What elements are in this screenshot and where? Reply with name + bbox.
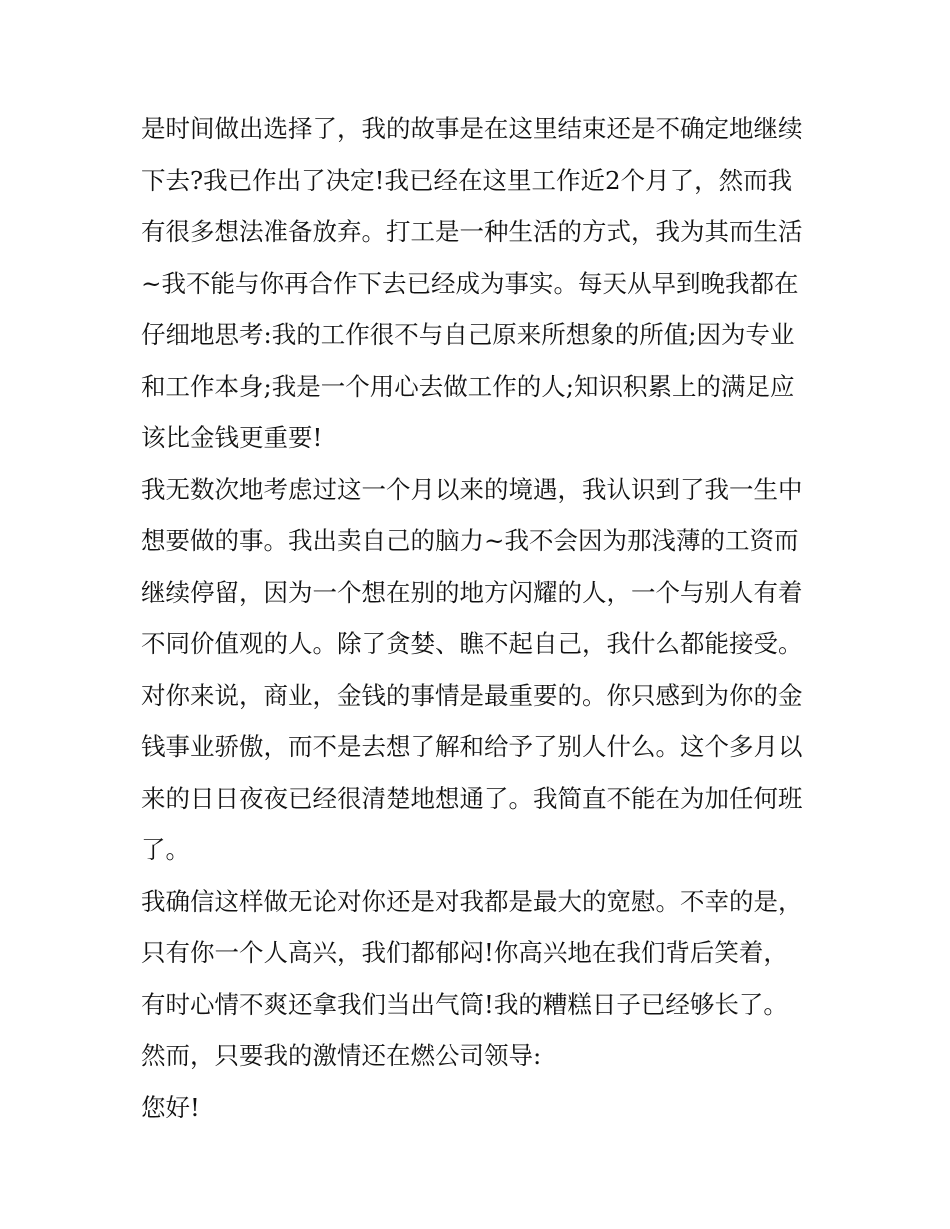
text-line: ~我不能与你再合作下去已经成为事实。每天从早到晚我都在 — [141, 268, 799, 298]
text-line: 只有你一个人高兴，我们都郁闷!你高兴地在我们背后笑着， — [141, 938, 788, 967]
text-line: 继续停留，因为一个想在别的地方闪耀的人，一个与别人有着 — [141, 577, 803, 607]
text-line: 该比金钱更重要! — [141, 423, 323, 452]
text-line: 然而，只要我的激情还在燃公司领导: — [141, 1041, 542, 1070]
text-line: 对你来说，商业，金钱的事情是最重要的。你只感到为你的金 — [141, 680, 803, 710]
text-line: 仔细地思考:我的工作很不与自己原来所想象的所值;因为专业 — [141, 320, 795, 349]
text-line: 我无数次地考虑过这一个月以来的境遇，我认识到了我一生中 — [141, 474, 803, 504]
text-line: 下去?我已作出了决定!我已经在这里工作近2个月了，然而我 — [141, 165, 793, 195]
text-line: 钱事业骄傲，而不是去想了解和给予了别人什么。这个多月以 — [141, 732, 803, 761]
text-line: 有很多想法准备放弃。打工是一种生活的方式，我为其而生活 — [141, 217, 803, 246]
text-line: 了。 — [141, 835, 190, 864]
text-line: 是时间做出选择了，我的故事是在这里结束还是不确定地继续 — [141, 114, 803, 143]
text-line: 想要做的事。我出卖自己的脑力~我不会因为那浅薄的工资而 — [141, 526, 799, 555]
letter-body — [141, 103, 821, 1133]
text-line: 我确信这样做无论对你还是对我都是最大的宽慰。不幸的是， — [141, 886, 803, 916]
text-line: 来的日日夜夜已经很清楚地想通了。我简直不能在为加任何班 — [141, 783, 803, 813]
text-line: 有时心情不爽还拿我们当出气筒!我的糟糕日子已经够长了。 — [141, 989, 788, 1019]
text-line: 您好! — [141, 1092, 200, 1122]
text-line: 不同价值观的人。除了贪婪、瞧不起自己，我什么都能接受。 — [141, 629, 803, 658]
text-line: 和工作本身;我是一个用心去做工作的人;知识积累上的满足应 — [141, 371, 795, 401]
